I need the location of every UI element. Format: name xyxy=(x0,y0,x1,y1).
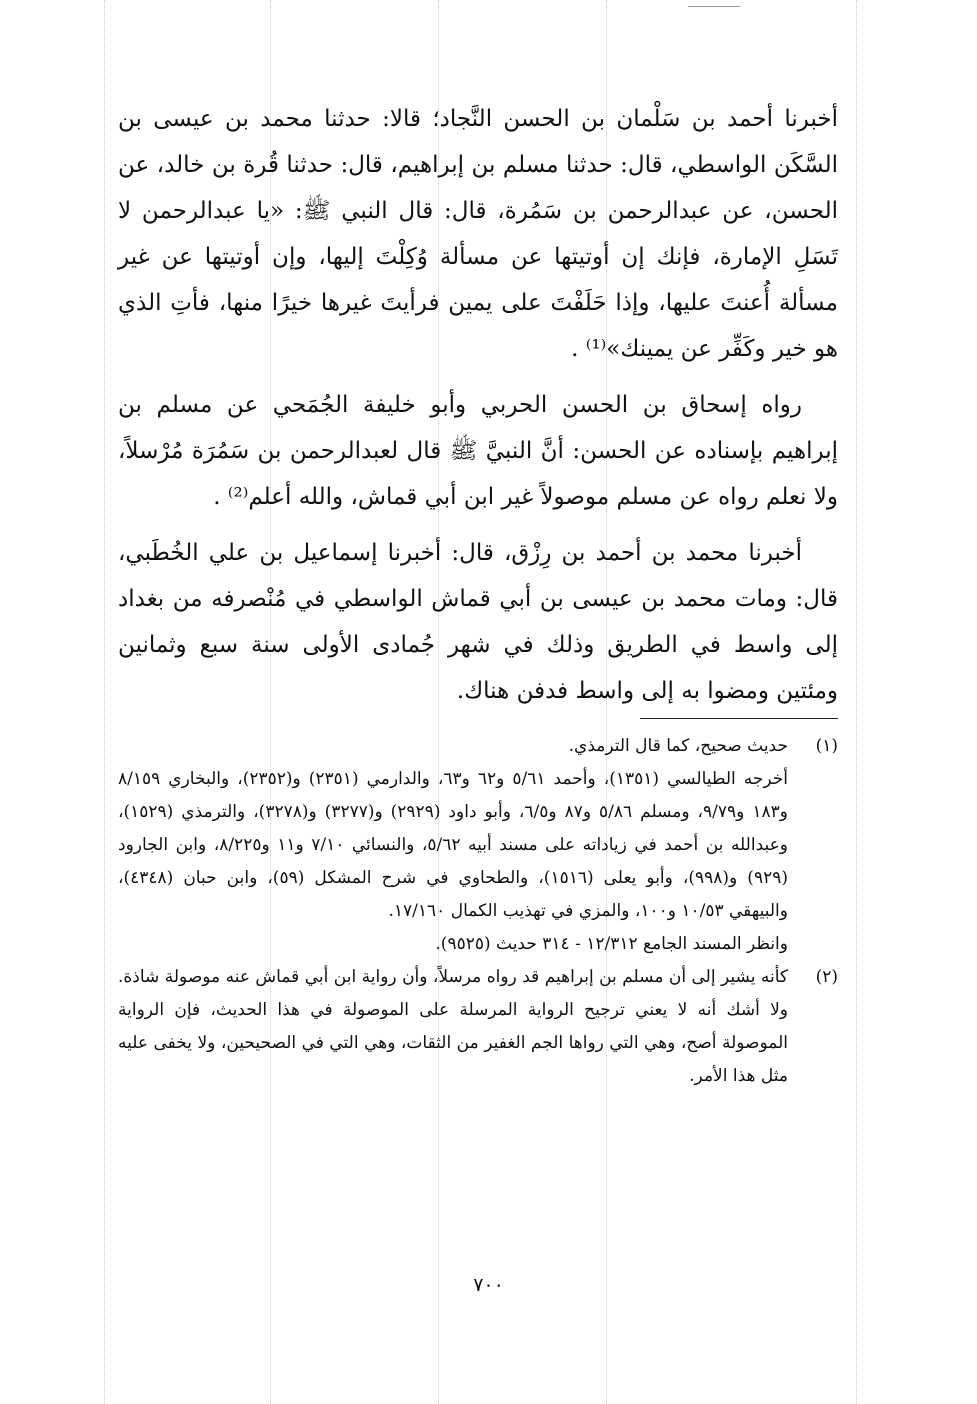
paragraph-hadith-isnad: أخبرنا أحمد بن سَلْمان بن الحسن النَّجاد؛ قالا: حدثنا محمد بن عيسى بن السَّكَن الواسطي، قال: حدثنا مسلم بن إبراهيم، قال: حدثنا قُرة بن خالد، عن الحسن، عن عبدالرحمن بن سَمُرة، قال: قال النبي ﷺ: «يا عبدالرحمن لا تَسَلِ الإمارة، فإنك إن أوتيتها عن مسألة وُكِلْتَ إليها، وإن أوتيتها عن غير مسألة أُعنتَ عليها، وإذا حَلَفْتَ على يمين فرأيتَ غيرها خيرًا منها، فأتِ الذي هو خير وكَفِّر عن يمينك»⁽¹⁾ . xyxy=(118,106,838,362)
paragraph-riwaya: رواه إسحاق بن الحسن الحربي وأبو خليفة الجُمَحي عن مسلم بن إبراهيم بإسناده عن الحسن: أنَّ النبيَّ ﷺ قال لعبدالرحمن بن سَمُرَة مُرْسلاً، ولا نعلم رواه عن مسلم موصولاً غير ابن أبي قماش، والله أعلم⁽²⁾ . xyxy=(118,392,838,510)
paragraph-death-note: أخبرنا محمد بن أحمد بن رِزْق، قال: أخبرنا إسماعيل بن علي الخُطَبي، قال: ومات محمد بن عيسى بن أبي قماش الواسطي في مُنْصرفه من بغداد إلى واسط في الطريق وذلك في شهر جُمادى الأولى سنة سبع وثمانين ومئتين ومضوا به إلى واسط فدفن هناك. xyxy=(118,540,838,704)
footnote-line: كأنه يشير إلى أن مسلم بن إبراهيم قد رواه مرسلاً، وأن رواية ابن أبي قماش عنه موصولة شاذة. ولا أشك أنه لا يعني ترجيح الرواية المرسلة على الموصولة في هذا الحديث، فإن الرواية الموصولة أصح، وهي التي رواها الجم الغفير من الثقات، وهي التي في الصحيحين، ولا يخفى عليه مثل هذا الأمر. xyxy=(118,967,788,1086)
footnote-line: حديث صحيح، كما قال الترمذي. xyxy=(568,736,788,756)
footnote-number: (١) xyxy=(815,736,838,756)
footnote xyxy=(118,961,838,1093)
footnote xyxy=(118,730,838,961)
footnotes xyxy=(118,730,838,1093)
page-number: ٧٠٠ xyxy=(473,1274,504,1296)
footnote-number: (٢) xyxy=(815,967,838,987)
scan-guide-line xyxy=(104,0,105,1404)
footnote-line: وانظر المسند الجامع ١٢/٣١٢ - ٣١٤ حديث (٩٥٢٥). xyxy=(435,934,788,954)
scan-guide-line xyxy=(856,0,857,1404)
footnote-separator xyxy=(640,718,838,719)
footnote-line: أخرجه الطيالسي (١٣٥١)، وأحمد ٥/٦١ و٦٢ و٦٣، والدارمي (٢٣٥١) و(٢٣٥٢)، والبخاري ٨/١٥٩ و١٨٣ و٩/٧٩، ومسلم ٥/٨٦ و٨٧ و٦/٥، وأبو داود (٢٩٢٩) و(٣٢٧٧) و(٣٢٧٨)، والترمذي (١٥٢٩)، وعبدالله بن أحمد في زياداته على مسند أبيه ٥/٦٢، والنسائي ٧/١٠ و١١ و٨/٢٢٥، وابن الجارود (٩٢٩) و(٩٩٨)، وأبو يعلى (١٥١٦)، والطحاوي في شرح المشكل (٥٩)، وابن حبان (٤٣٤٨)، والبيهقي ١٠/٥٣ و١٠٠، والمزي في تهذيب الكمال ١٧/١٦٠. xyxy=(118,769,789,921)
main-text xyxy=(118,96,838,714)
header-rule xyxy=(688,6,740,7)
